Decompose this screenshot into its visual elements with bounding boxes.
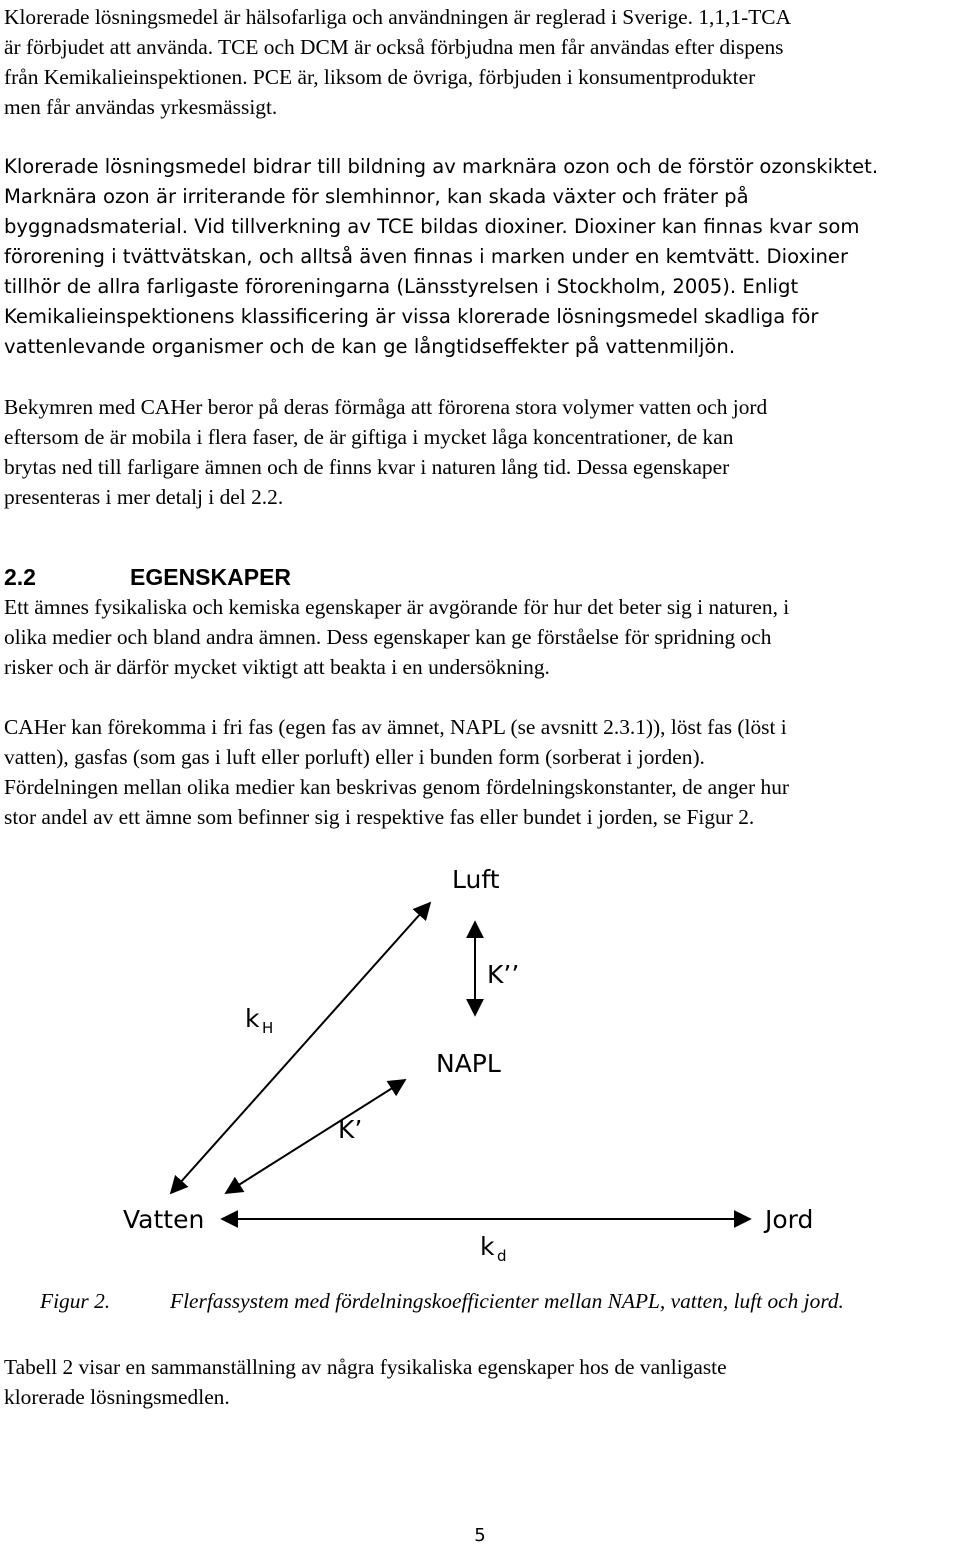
label-kd-sub: d [497,1247,507,1265]
section-title: EGENSKAPER [130,564,292,590]
figure-caption-label: Figur 2. [40,1289,111,1313]
paragraph-table-ref: Tabell 2 visar en sammanställning av några fysikaliska egenskaper hos de vanligaste klorerade lösningsmedlen. [4,1355,727,1409]
section-number: 2.2 [4,564,36,590]
paragraph-hazards: Klorerade lösningsmedel är hälsofarliga och användningen är reglerad i Sverige. 1,1,1-TCA är förbjudet att använda. TCE och DCM är också förbjudna men får användas efter dispens från Kemikalieinspektionen. PCE är, liksom de övriga, förbjuden i konsumentprodukter men får användas yrkesmässigt. [4,5,792,119]
label-vatten: Vatten [123,1205,205,1234]
label-kh-sub: H [262,1019,274,1037]
page-number: 5 [474,1525,486,1546]
label-luft: Luft [452,865,500,894]
label-k-double-prime: K’’ [487,960,520,989]
label-kd-main: k [480,1232,495,1261]
label-kh [245,1004,273,1037]
paragraph-phases: CAHer kan förekomma i fri fas (egen fas av ämnet, NAPL (se avsnitt 2.3.1)), löst fas (löst i vatten), gasfas (som gas i luft eller porluft) eller i bunden form (sorberat i jorden). Fördelningen mellan olika medier kan beskrivas genom fördelningskonstanter, de anger hur stor andel av ett ämne som befinner sig i respektive fas eller bundet i jorden, se Figur 2. [4,715,790,829]
figure-caption-text: Flerfassystem med fördelningskoefficienter mellan NAPL, vatten, luft och jord. [170,1289,844,1313]
label-k-prime: K’ [338,1115,363,1144]
label-jord: Jord [765,1205,814,1234]
label-kd [480,1232,507,1265]
arrow-vatten-napl [226,1080,405,1193]
label-kh-main: k [245,1004,260,1033]
paragraph-ozone [4,152,958,362]
paragraph-properties: Ett ämnes fysikaliska och kemiska egenskaper är avgörande för hur det beter sig i naturen, i olika medier och bland andra ämnen. Dess egenskaper kan ge förståelse för spridning och risker och är därför mycket viktigt att beakta i en undersökning. [4,595,790,679]
paragraph-concerns: Bekymren med CAHer beror på deras förmåga att förorena stora volymer vatten och jord eftersom de är mobila i flera faser, de är giftiga i mycket låga koncentrationer, de kan brytas ned till farligare ämnen och de finns kvar i naturen lång tid. Dessa egenskaper presenteras i mer detalj i del 2.2. [4,395,768,509]
section-heading [4,562,291,592]
figure-phase-diagram [0,850,960,1280]
arrow-vatten-luft [171,903,430,1193]
label-napl: NAPL [436,1049,501,1078]
paragraph-ozone-text: Klorerade lösningsmedel bidrar till bildning av marknära ozon och de förstör ozonskiktet. Marknära ozon är irriterande för slemhinnor, kan skada växter och fräter på byggnadsmaterial. Vid tillverkning av TCE bildas dioxiner. Dioxiner kan finnas kvar som förorening i tvättvätskan, och alltså även finnas i marken under en kemtvätt. Dioxiner tillhör de allra farligaste föroreningarna (Länsstyrelsen i Stockholm, 2005). Enligt Kemikalieinspektionens klassificering är vissa klorerade lösningsmedel skadliga för vattenlevande organismer och de kan ge långtidseffekter på vattenmiljön. [4,155,879,358]
